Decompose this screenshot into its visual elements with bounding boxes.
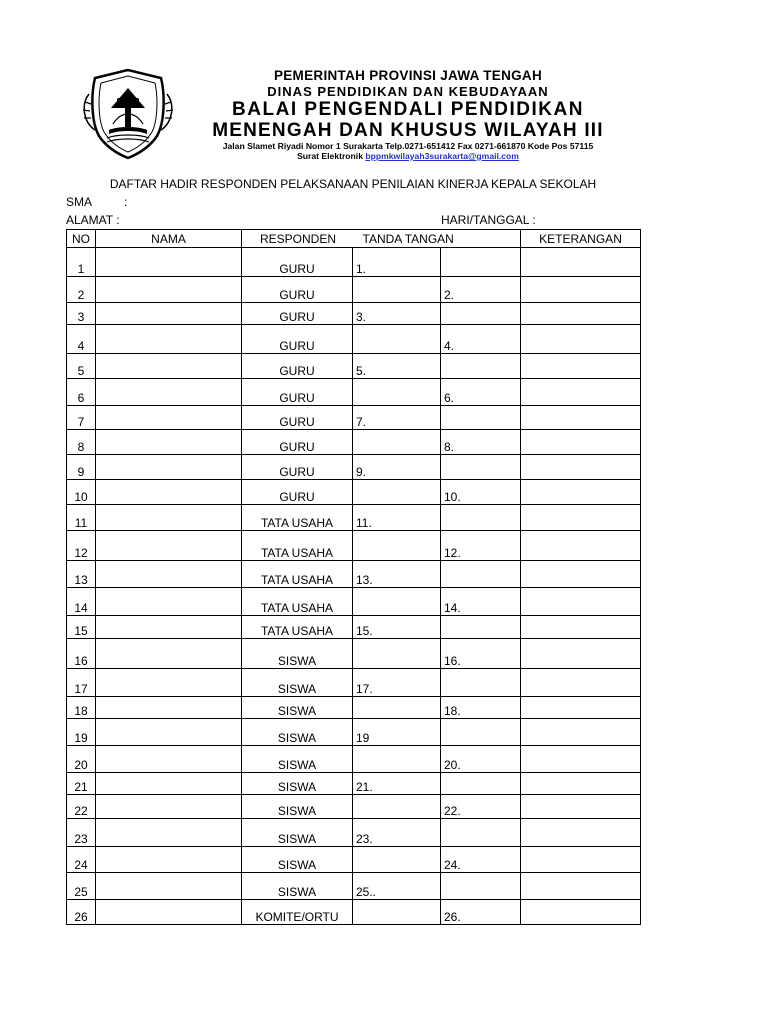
row-signature-left[interactable] <box>353 480 441 505</box>
table-row <box>67 303 641 325</box>
row-nama-cell[interactable] <box>96 847 242 873</box>
row-signature-left[interactable] <box>353 531 441 561</box>
row-no: 17 <box>67 669 96 697</box>
row-no: 11 <box>67 505 96 531</box>
row-signature-right[interactable] <box>441 773 521 795</box>
row-signature-left[interactable]: 9. <box>353 455 441 480</box>
table-row <box>67 354 641 379</box>
row-signature-left[interactable]: 21. <box>353 773 441 795</box>
row-keterangan-cell[interactable] <box>521 561 641 588</box>
row-responden: GURU <box>242 248 353 277</box>
row-nama-cell[interactable] <box>96 248 242 277</box>
table-row <box>67 616 641 639</box>
row-keterangan-cell[interactable] <box>521 639 641 669</box>
provincial-emblem-logo <box>73 64 183 162</box>
row-signature-left[interactable] <box>353 325 441 354</box>
table-row <box>67 561 641 588</box>
row-signature-left[interactable] <box>353 430 441 455</box>
row-responden: SISWA <box>242 773 353 795</box>
row-signature-left[interactable]: 5. <box>353 354 441 379</box>
row-nama-cell[interactable] <box>96 505 242 531</box>
row-signature-right[interactable] <box>441 248 521 277</box>
row-signature-left[interactable]: 13. <box>353 561 441 588</box>
row-no: 2 <box>67 277 96 303</box>
table-row <box>67 697 641 719</box>
row-responden: SISWA <box>242 639 353 669</box>
row-signature-left[interactable]: 25.. <box>353 873 441 900</box>
table-row <box>67 795 641 819</box>
row-no: 25 <box>67 873 96 900</box>
row-keterangan-cell[interactable] <box>521 819 641 847</box>
table-row <box>67 773 641 795</box>
row-signature-left[interactable] <box>353 847 441 873</box>
row-no: 4 <box>67 325 96 354</box>
table-row <box>67 639 641 669</box>
row-signature-right[interactable]: 16. <box>441 639 521 669</box>
row-signature-right[interactable]: 24. <box>441 847 521 873</box>
row-no: 14 <box>67 588 96 616</box>
row-no: 1 <box>67 248 96 277</box>
row-nama-cell[interactable] <box>96 430 242 455</box>
row-signature-left[interactable]: 3. <box>353 303 441 325</box>
row-signature-right[interactable] <box>441 455 521 480</box>
row-signature-right[interactable] <box>441 406 521 430</box>
row-responden: SISWA <box>242 669 353 697</box>
row-no: 7 <box>67 406 96 430</box>
row-nama-cell[interactable] <box>96 455 242 480</box>
table-row <box>67 505 641 531</box>
row-signature-left[interactable] <box>353 900 441 925</box>
row-keterangan-cell[interactable] <box>521 354 641 379</box>
row-nama-cell[interactable] <box>96 406 242 430</box>
header-responden: RESPONDEN <box>242 230 353 248</box>
row-keterangan-cell[interactable] <box>521 616 641 639</box>
row-keterangan-cell[interactable] <box>521 277 641 303</box>
row-signature-right[interactable]: 4. <box>441 325 521 354</box>
row-nama-cell[interactable] <box>96 616 242 639</box>
row-keterangan-cell[interactable] <box>521 480 641 505</box>
row-nama-cell[interactable] <box>96 697 242 719</box>
row-signature-right[interactable]: 6. <box>441 379 521 406</box>
row-responden: TATA USAHA <box>242 505 353 531</box>
row-keterangan-cell[interactable] <box>521 746 641 773</box>
row-no: 9 <box>67 455 96 480</box>
table-row <box>67 430 641 455</box>
row-responden: GURU <box>242 354 353 379</box>
row-no: 22 <box>67 795 96 819</box>
table-row <box>67 588 641 616</box>
table-row <box>67 900 641 925</box>
row-no: 12 <box>67 531 96 561</box>
row-signature-left[interactable] <box>353 379 441 406</box>
row-responden: SISWA <box>242 873 353 900</box>
row-nama-cell[interactable] <box>96 819 242 847</box>
row-signature-left[interactable]: 23. <box>353 819 441 847</box>
row-no: 6 <box>67 379 96 406</box>
row-no: 20 <box>67 746 96 773</box>
row-keterangan-cell[interactable] <box>521 379 641 406</box>
row-signature-right[interactable]: 14. <box>441 588 521 616</box>
row-signature-right[interactable] <box>441 561 521 588</box>
row-responden: GURU <box>242 277 353 303</box>
alamat-label: ALAMAT : <box>66 213 120 227</box>
row-no: 23 <box>67 819 96 847</box>
header-nama: NAMA <box>96 230 242 248</box>
table-row <box>67 480 641 505</box>
row-signature-left[interactable] <box>353 277 441 303</box>
sma-colon: : <box>124 195 128 209</box>
row-signature-right[interactable] <box>441 819 521 847</box>
table-row <box>67 325 641 354</box>
header-no: NO <box>67 230 96 248</box>
row-nama-cell[interactable] <box>96 669 242 697</box>
row-keterangan-cell[interactable] <box>521 669 641 697</box>
row-responden: TATA USAHA <box>242 561 353 588</box>
row-responden: TATA USAHA <box>242 588 353 616</box>
row-signature-left[interactable] <box>353 746 441 773</box>
table-header-row <box>67 230 641 248</box>
row-nama-cell[interactable] <box>96 277 242 303</box>
row-keterangan-cell[interactable] <box>521 900 641 925</box>
row-nama-cell[interactable] <box>96 588 242 616</box>
row-signature-left[interactable]: 15. <box>353 616 441 639</box>
hari-tanggal-label: HARI/TANGGAL : <box>441 213 536 227</box>
sma-label: SMA <box>66 195 93 209</box>
table-row <box>67 746 641 773</box>
row-responden: GURU <box>242 480 353 505</box>
row-signature-left[interactable]: 17. <box>353 669 441 697</box>
row-keterangan-cell[interactable] <box>521 795 641 819</box>
row-no: 10 <box>67 480 96 505</box>
row-signature-right[interactable]: 26. <box>441 900 521 925</box>
row-nama-cell[interactable] <box>96 480 242 505</box>
row-nama-cell[interactable] <box>96 900 242 925</box>
row-keterangan-cell[interactable] <box>521 847 641 873</box>
row-signature-right[interactable] <box>441 669 521 697</box>
letterhead-province: PEMERINTAH PROVINSI JAWA TENGAH <box>273 68 543 83</box>
row-nama-cell[interactable] <box>96 773 242 795</box>
row-responden: GURU <box>242 455 353 480</box>
row-keterangan-cell[interactable] <box>521 325 641 354</box>
row-responden: SISWA <box>242 847 353 873</box>
row-no: 26 <box>67 900 96 925</box>
row-signature-right[interactable] <box>441 303 521 325</box>
document-title: DAFTAR HADIR RESPONDEN PELAKSANAAN PENILAIAN KINERJA KEPALA SEKOLAH <box>109 177 597 191</box>
row-no: 16 <box>67 639 96 669</box>
row-responden: SISWA <box>242 819 353 847</box>
letterhead-office: BALAI PENGENDALI PENDIDIKAN <box>232 99 584 120</box>
table-row <box>67 277 641 303</box>
row-nama-cell[interactable] <box>96 325 242 354</box>
row-no: 8 <box>67 430 96 455</box>
row-keterangan-cell[interactable] <box>521 455 641 480</box>
table-row <box>67 531 641 561</box>
table-row <box>67 819 641 847</box>
table-row <box>67 719 641 746</box>
row-no: 18 <box>67 697 96 719</box>
row-signature-left[interactable]: 19 <box>353 719 441 746</box>
row-responden: TATA USAHA <box>242 531 353 561</box>
row-responden: SISWA <box>242 697 353 719</box>
row-signature-left[interactable]: 1. <box>353 248 441 277</box>
row-responden: TATA USAHA <box>242 616 353 639</box>
row-keterangan-cell[interactable] <box>521 248 641 277</box>
row-responden: GURU <box>242 430 353 455</box>
row-signature-left[interactable]: 7. <box>353 406 441 430</box>
row-no: 13 <box>67 561 96 588</box>
row-signature-right[interactable]: 20. <box>441 746 521 773</box>
row-no: 19 <box>67 719 96 746</box>
row-keterangan-cell[interactable] <box>521 406 641 430</box>
row-signature-right[interactable] <box>441 505 521 531</box>
row-signature-right[interactable]: 18. <box>441 697 521 719</box>
letterhead-email-line <box>198 151 618 161</box>
table-row <box>67 379 641 406</box>
row-signature-right[interactable]: 22. <box>441 795 521 819</box>
header-keterangan: KETERANGAN <box>521 230 641 248</box>
row-keterangan-cell[interactable] <box>521 588 641 616</box>
row-keterangan-cell[interactable] <box>521 719 641 746</box>
table-row <box>67 669 641 697</box>
header-tanda-tangan: TANDA TANGAN <box>353 230 521 248</box>
row-signature-left[interactable] <box>353 795 441 819</box>
row-no: 21 <box>67 773 96 795</box>
row-signature-left[interactable] <box>353 588 441 616</box>
email-link[interactable]: bppmkwilayah3surakarta@gmail.com <box>365 151 519 161</box>
row-keterangan-cell[interactable] <box>521 873 641 900</box>
row-signature-right[interactable] <box>441 354 521 379</box>
row-signature-right[interactable] <box>441 873 521 900</box>
table-row <box>67 873 641 900</box>
row-no: 24 <box>67 847 96 873</box>
row-signature-left[interactable] <box>353 639 441 669</box>
row-keterangan-cell[interactable] <box>521 773 641 795</box>
row-no: 15 <box>67 616 96 639</box>
row-signature-right[interactable]: 12. <box>441 531 521 561</box>
row-signature-right[interactable]: 8. <box>441 430 521 455</box>
table-row <box>67 406 641 430</box>
row-responden: SISWA <box>242 719 353 746</box>
row-nama-cell[interactable] <box>96 303 242 325</box>
table-row <box>67 455 641 480</box>
table-row <box>67 248 641 277</box>
row-nama-cell[interactable] <box>96 719 242 746</box>
row-responden: SISWA <box>242 746 353 773</box>
row-responden: SISWA <box>242 795 353 819</box>
row-signature-right[interactable] <box>441 616 521 639</box>
attendance-table <box>66 229 641 925</box>
row-nama-cell[interactable] <box>96 379 242 406</box>
row-responden: GURU <box>242 303 353 325</box>
row-no: 5 <box>67 354 96 379</box>
row-keterangan-cell[interactable] <box>521 531 641 561</box>
row-signature-left[interactable] <box>353 697 441 719</box>
row-signature-right[interactable] <box>441 719 521 746</box>
letterhead-agency: DINAS PENDIDIKAN DAN KEBUDAYAAN <box>267 84 549 99</box>
row-no: 3 <box>67 303 96 325</box>
row-signature-right[interactable]: 10. <box>441 480 521 505</box>
row-nama-cell[interactable] <box>96 639 242 669</box>
row-keterangan-cell[interactable] <box>521 505 641 531</box>
row-nama-cell[interactable] <box>96 531 242 561</box>
row-nama-cell[interactable] <box>96 561 242 588</box>
row-signature-left[interactable]: 11. <box>353 505 441 531</box>
row-nama-cell[interactable] <box>96 746 242 773</box>
table-row <box>67 847 641 873</box>
row-responden: KOMITE/ORTU <box>242 900 353 925</box>
row-nama-cell[interactable] <box>96 795 242 819</box>
letterhead-region: MENENGAH DAN KHUSUS WILAYAH III <box>212 120 604 141</box>
row-keterangan-cell[interactable] <box>521 303 641 325</box>
letterhead-address: Jalan Slamet Riyadi Nomor 1 Surakarta Telp.0271-651412 Fax 0271-661870 Kode Pos 57115 <box>222 141 594 151</box>
row-nama-cell[interactable] <box>96 354 242 379</box>
row-responden: GURU <box>242 379 353 406</box>
row-keterangan-cell[interactable] <box>521 430 641 455</box>
row-keterangan-cell[interactable] <box>521 697 641 719</box>
row-signature-right[interactable]: 2. <box>441 277 521 303</box>
email-label: Surat Elektronik <box>297 151 366 161</box>
row-responden: GURU <box>242 325 353 354</box>
row-nama-cell[interactable] <box>96 873 242 900</box>
row-responden: GURU <box>242 406 353 430</box>
letterhead <box>198 68 618 161</box>
